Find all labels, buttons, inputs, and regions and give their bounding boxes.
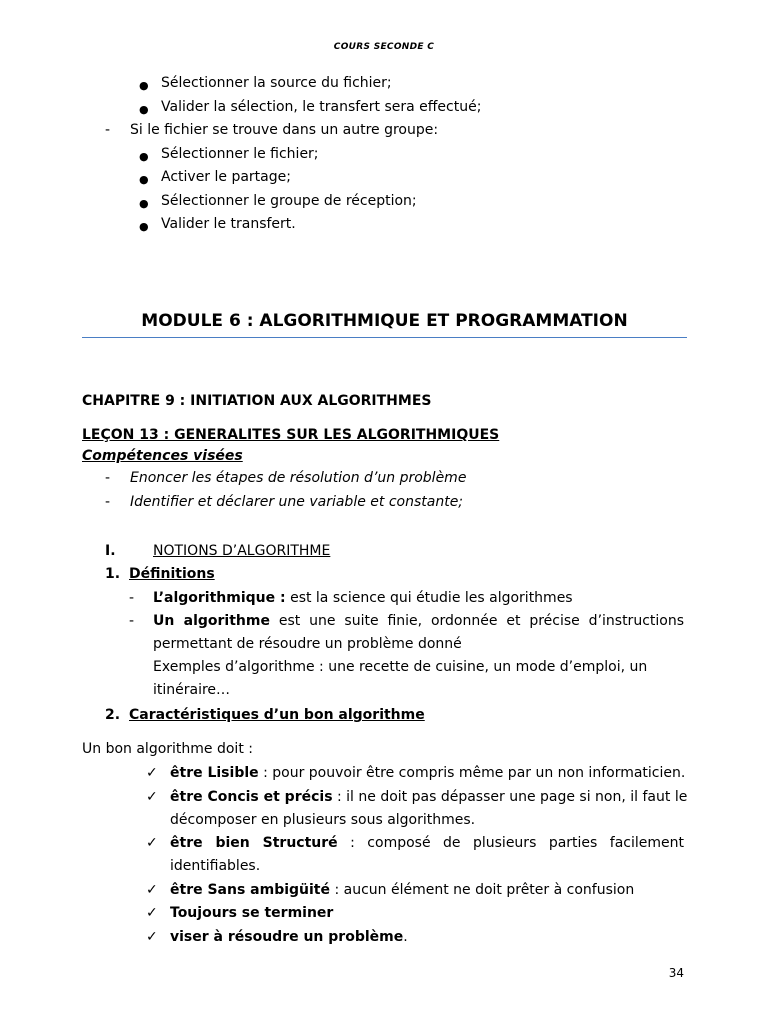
bullet-icon: ● (139, 220, 149, 233)
bullet-icon: ● (139, 197, 149, 210)
characteristic-item (170, 905, 333, 921)
page-number: 34 (668, 966, 684, 980)
characteristic-item (170, 929, 408, 945)
characteristic-item (170, 789, 688, 805)
checkmark-icon: ✓ (146, 905, 158, 921)
characteristic-continuation: identifiables. (170, 858, 261, 874)
characteristic-text: : aucun élément ne doit prêter à confusion (330, 882, 635, 898)
dash-icon: - (105, 470, 111, 486)
list-item: Valider le transfert. (161, 216, 296, 232)
characteristic-item (170, 835, 684, 851)
definition-text: est une suite finie, ordonnée et précise d’instructions (269, 613, 684, 629)
subsection-number: 1. (105, 566, 121, 582)
definition-item (153, 590, 573, 606)
definition-term: Un algorithme (153, 613, 270, 629)
subsection-title: Définitions (129, 566, 215, 582)
list-item: Sélectionner le fichier; (161, 146, 319, 162)
checkmark-icon: ✓ (146, 835, 158, 851)
subsection-title: Caractéristiques d’un bon algorithme (129, 707, 425, 723)
examples-text: Exemples d’algorithme : une recette de cuisine, un mode d’emploi, un (153, 659, 648, 675)
checkmark-icon: ✓ (146, 929, 158, 945)
chapter-title: CHAPITRE 9 : INITIATION AUX ALGORITHMES (82, 393, 432, 409)
definition-text: est la science qui étudie les algorithmes (285, 590, 573, 606)
list-item: Sélectionner le groupe de réception; (161, 193, 417, 209)
competence-item: Enoncer les étapes de résolution d’un problème (130, 470, 467, 486)
module-title: MODULE 6 : ALGORITHMIQUE ET PROGRAMMATION (141, 311, 628, 331)
dash-icon: - (105, 122, 111, 138)
bullet-icon: ● (139, 150, 149, 163)
dash-icon: - (105, 494, 111, 510)
section-number: I. (105, 543, 116, 559)
lesson-title: LEÇON 13 : GENERALITES SUR LES ALGORITHMIQUES (82, 427, 500, 443)
characteristic-term: être Concis et précis (170, 789, 333, 805)
definition-item (153, 613, 684, 629)
list-item: Sélectionner la source du fichier; (161, 75, 392, 91)
examples-continuation: itinéraire… (153, 682, 231, 698)
running-header: COURS SECONDE C (333, 42, 435, 52)
dash-icon: - (129, 613, 135, 629)
characteristic-item (170, 882, 634, 898)
list-item: Si le fichier se trouve dans un autre groupe: (130, 122, 439, 138)
characteristic-term: Toujours se terminer (170, 905, 334, 921)
characteristic-term: être bien Structuré (170, 835, 338, 851)
competences-heading: Compétences visées (82, 448, 243, 464)
list-item: Valider la sélection, le transfert sera effectué; (161, 99, 482, 115)
characteristic-item (170, 765, 685, 781)
bullet-icon: ● (139, 173, 149, 186)
dash-icon: - (129, 590, 135, 606)
bullet-icon: ● (139, 79, 149, 92)
definition-term: L’algorithmique : (153, 590, 286, 606)
characteristics-intro: Un bon algorithme doit : (82, 741, 253, 757)
characteristic-text: . (403, 929, 408, 945)
bullet-icon: ● (139, 103, 149, 116)
characteristic-term: être Lisible (170, 765, 259, 781)
module-divider (82, 337, 687, 338)
checkmark-icon: ✓ (146, 882, 158, 898)
subsection-number: 2. (105, 707, 121, 723)
characteristic-text: : composé de plusieurs parties facilement (337, 835, 685, 851)
section-title: NOTIONS D’ALGORITHME (153, 543, 331, 559)
characteristic-text: : pour pouvoir être compris même par un non informaticien. (258, 765, 686, 781)
competence-item: Identifier et déclarer une variable et constante; (130, 494, 464, 510)
characteristic-continuation: décomposer en plusieurs sous algorithmes. (170, 812, 476, 828)
checkmark-icon: ✓ (146, 789, 158, 805)
characteristic-text: : il ne doit pas dépasser une page si non, il faut le (332, 789, 688, 805)
checkmark-icon: ✓ (146, 765, 158, 781)
definition-continuation: permettant de résoudre un problème donné (153, 636, 462, 652)
characteristic-term: viser à résoudre un problème (170, 929, 404, 945)
list-item: Activer le partage; (161, 169, 291, 185)
characteristic-term: être Sans ambigüité (170, 882, 330, 898)
